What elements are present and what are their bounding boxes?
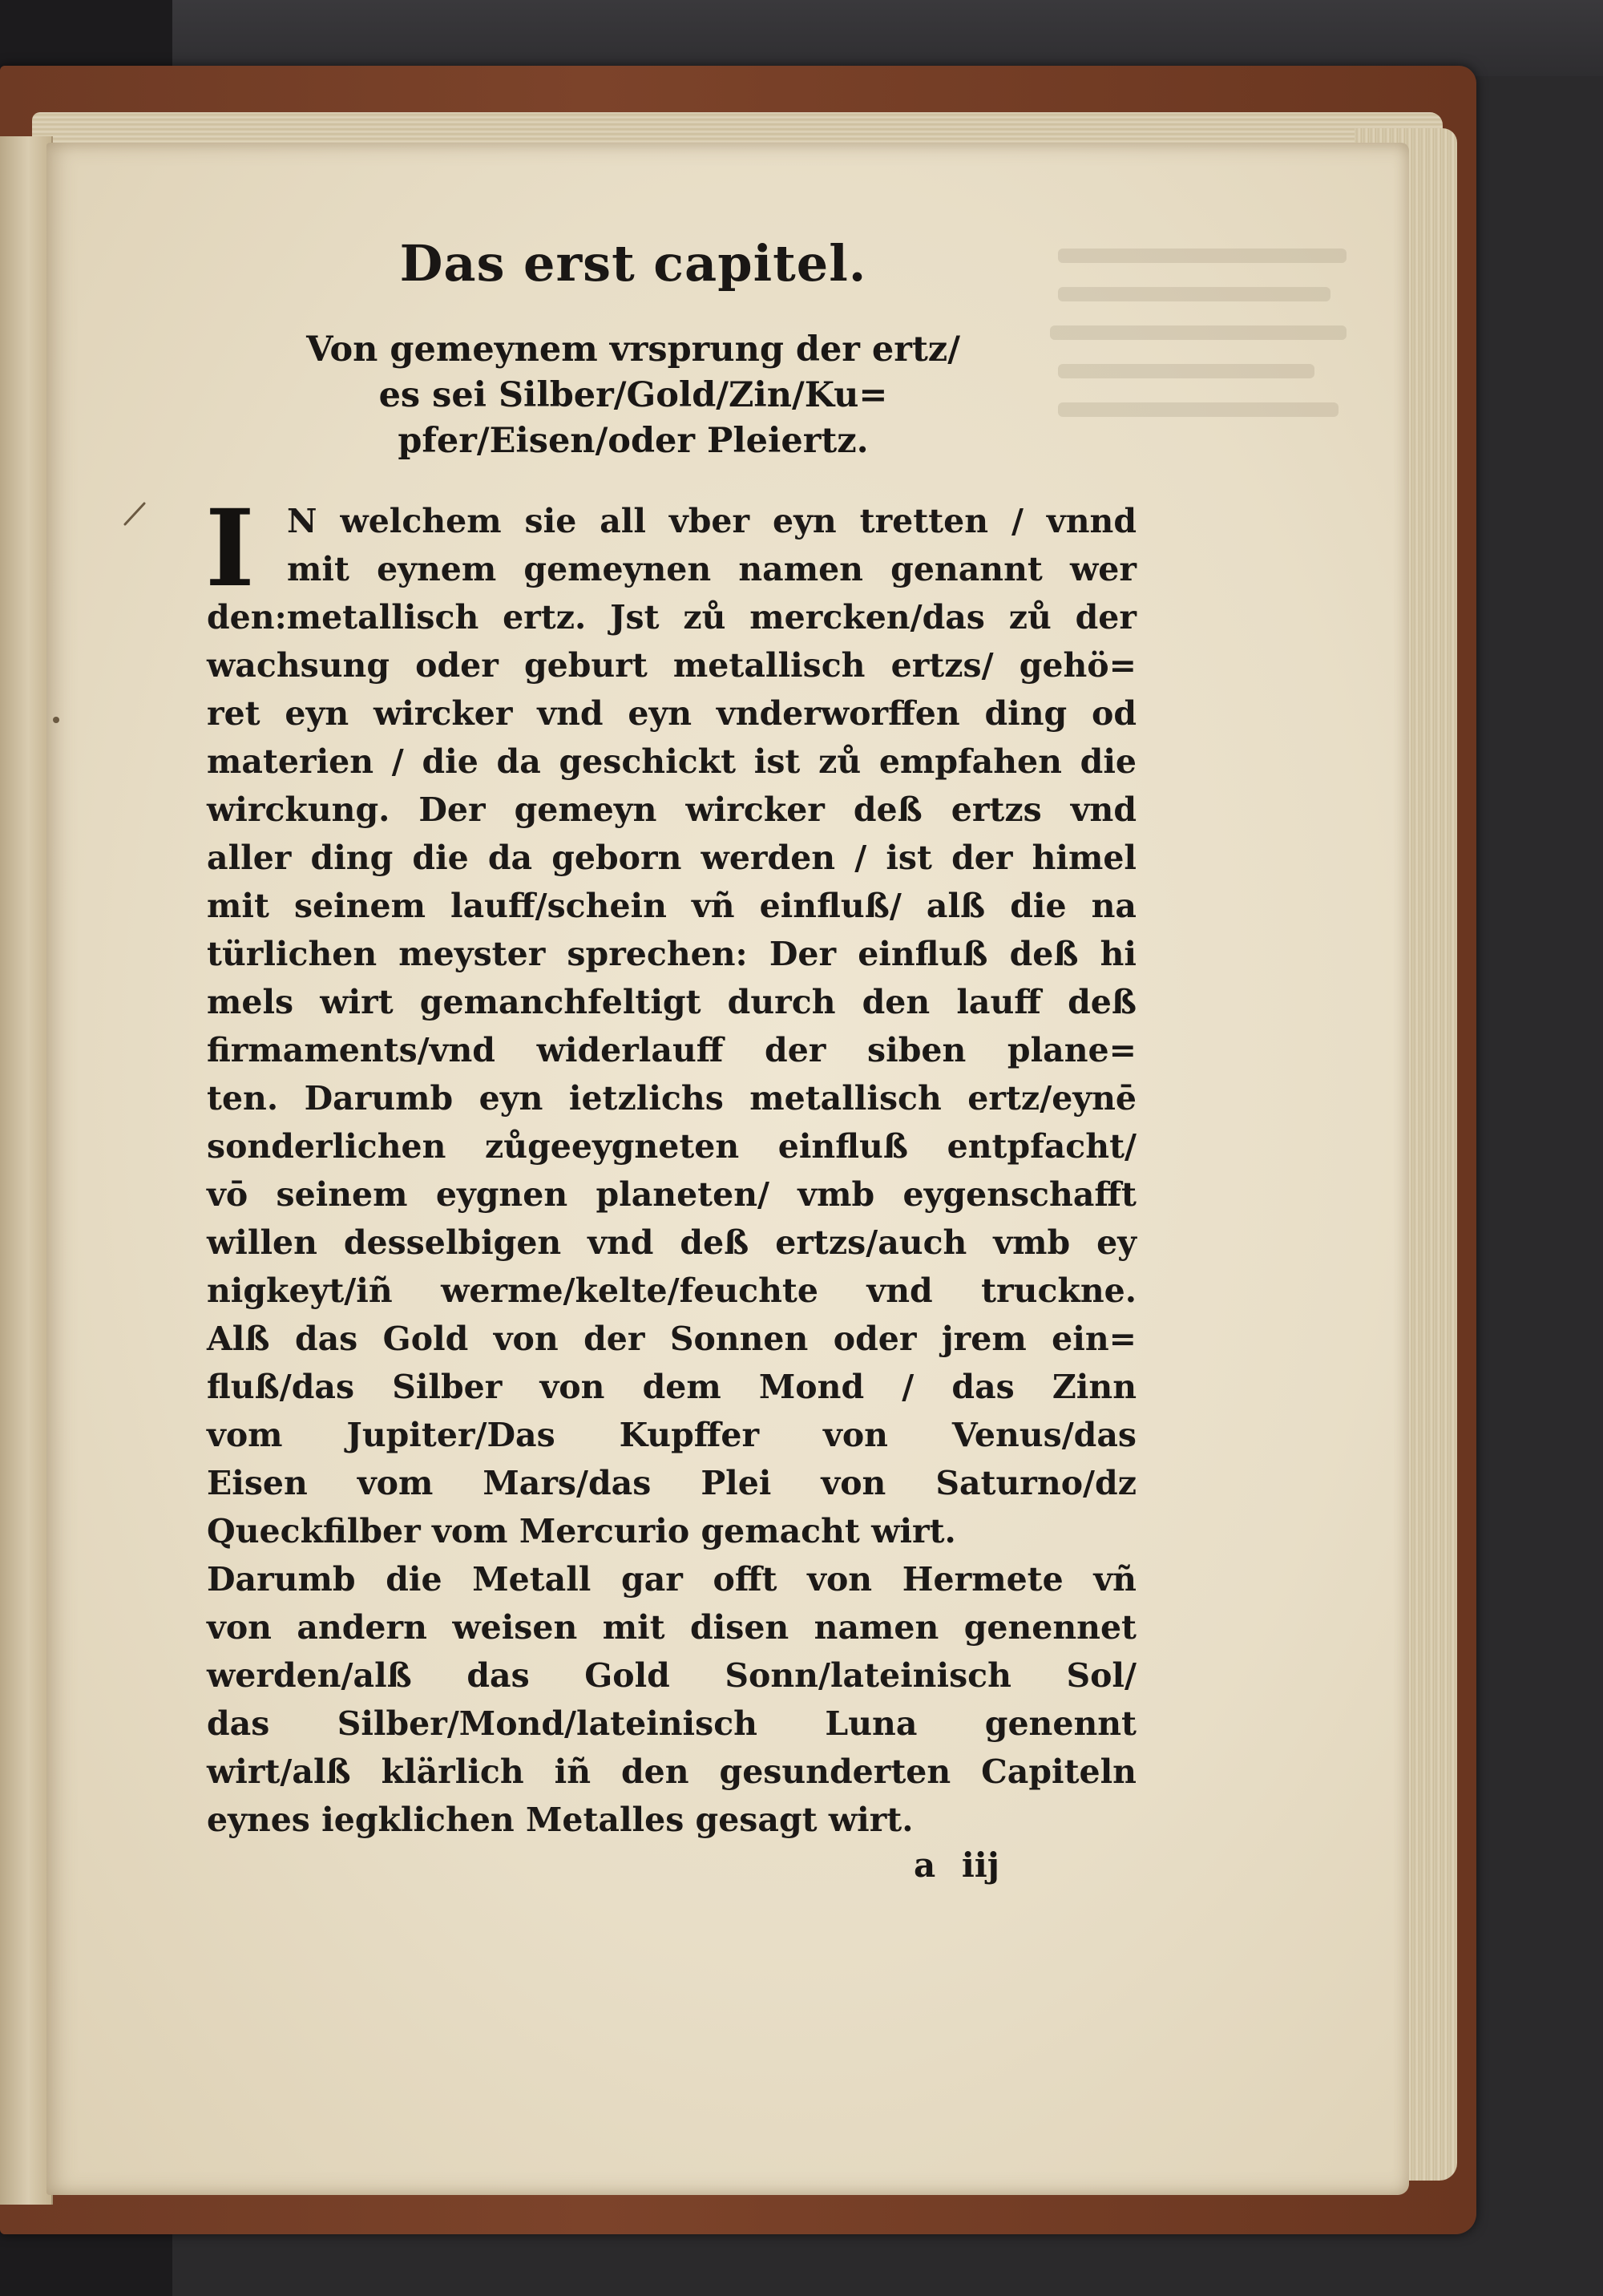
body-line: wirckung. Der gemeyn wircker deß ertzs vnd: [207, 790, 1137, 829]
body-line: den:metallisch ertz. Jst zů mercken/das zů der: [207, 598, 1137, 637]
subheading-line: pfer/Eisen/oder Pleiertz.: [398, 421, 869, 461]
body-line: mit eynem gemeynen namen genannt wer: [287, 550, 1137, 588]
body-line: vom Jupiter/Das Kupffer von Venus/das: [207, 1416, 1137, 1454]
body-line: fluß/das Silber von dem Mond / das Zinn: [207, 1368, 1137, 1406]
body-line: Eisen vom Mars/das Plei von Saturno/dz: [207, 1464, 1137, 1502]
body-line: firmaments/vnd widerlauff der siben plane=: [207, 1031, 1137, 1069]
body-line: ten. Darumb eyn ietzlichs metallisch ertz/eynē: [207, 1079, 1137, 1118]
body-line: werden/alß das Gold Sonn/lateinisch Sol/: [207, 1656, 1137, 1695]
body-line: N welchem sie all vber eyn tretten / vnnd: [287, 502, 1137, 540]
body-line: wachsung oder geburt metallisch ertzs/ gehö=: [207, 646, 1137, 685]
body-line: das Silber/Mond/lateinisch Luna genennt: [207, 1704, 1137, 1743]
body-line: wirt/alß klärlich iñ den gesunderten Capiteln: [207, 1752, 1137, 1791]
body-line: materien / die da geschickt ist zů empfahen die: [207, 742, 1137, 781]
body-line: Alß das Gold von der Sonnen oder jrem ein=: [207, 1320, 1137, 1358]
body-line: von andern weisen mit disen namen genennet: [207, 1608, 1137, 1647]
body-line: Queckfilber vom Mercurio gemacht wirt.: [207, 1512, 956, 1550]
body-text: [205, 487, 1137, 1844]
body-line: ret eyn wircker vnd eyn vnderworffen ding od: [207, 694, 1137, 733]
margin-pen-mark: [120, 497, 152, 529]
subheading-line: Von gemeynem vrsprung der ertz/: [306, 329, 960, 370]
scanner-background-top: [0, 0, 1603, 76]
body-line: Darumb die Metall gar offt von Hermete vñ: [207, 1560, 1137, 1599]
chapter-heading: Das erst capitel.: [399, 234, 867, 293]
body-line: eynes iegklichen Metalles gesagt wirt.: [207, 1801, 914, 1839]
body-line: aller ding die da geborn werden / ist der himel: [207, 839, 1137, 877]
body-line: nigkeyt/iñ werme/kelte/feuchte vnd truckne.: [207, 1271, 1137, 1310]
body-line: sonderlichen zůgeeygneten einfluß entpfacht/: [207, 1127, 1137, 1166]
chapter-subheading: [264, 327, 1002, 464]
margin-dot-mark: [50, 713, 63, 726]
body-line: mit seinem lauff/schein vñ einfluß/ alß die na: [207, 887, 1137, 925]
drop-cap-initial: I: [205, 487, 255, 611]
subheading-line: es sei Silber/Gold/Zin/Ku=: [378, 375, 888, 415]
bleed-through-lines: [1026, 241, 1347, 481]
bleed-through-texture: [1026, 241, 1347, 481]
body-line: türlichen meyster sprechen: Der einfluß deß hi: [207, 935, 1137, 973]
body-line: willen desselbigen vnd deß ertzs/auch vmb ey: [207, 1223, 1137, 1262]
body-line: vō seinem eygnen planeten/ vmb eygenschafft: [207, 1175, 1137, 1214]
signature-mark: a iij: [914, 1845, 999, 1885]
book-gutter: [0, 136, 53, 2205]
body-line: mels wirt gemanchfeltigt durch den lauff deß: [207, 983, 1137, 1021]
